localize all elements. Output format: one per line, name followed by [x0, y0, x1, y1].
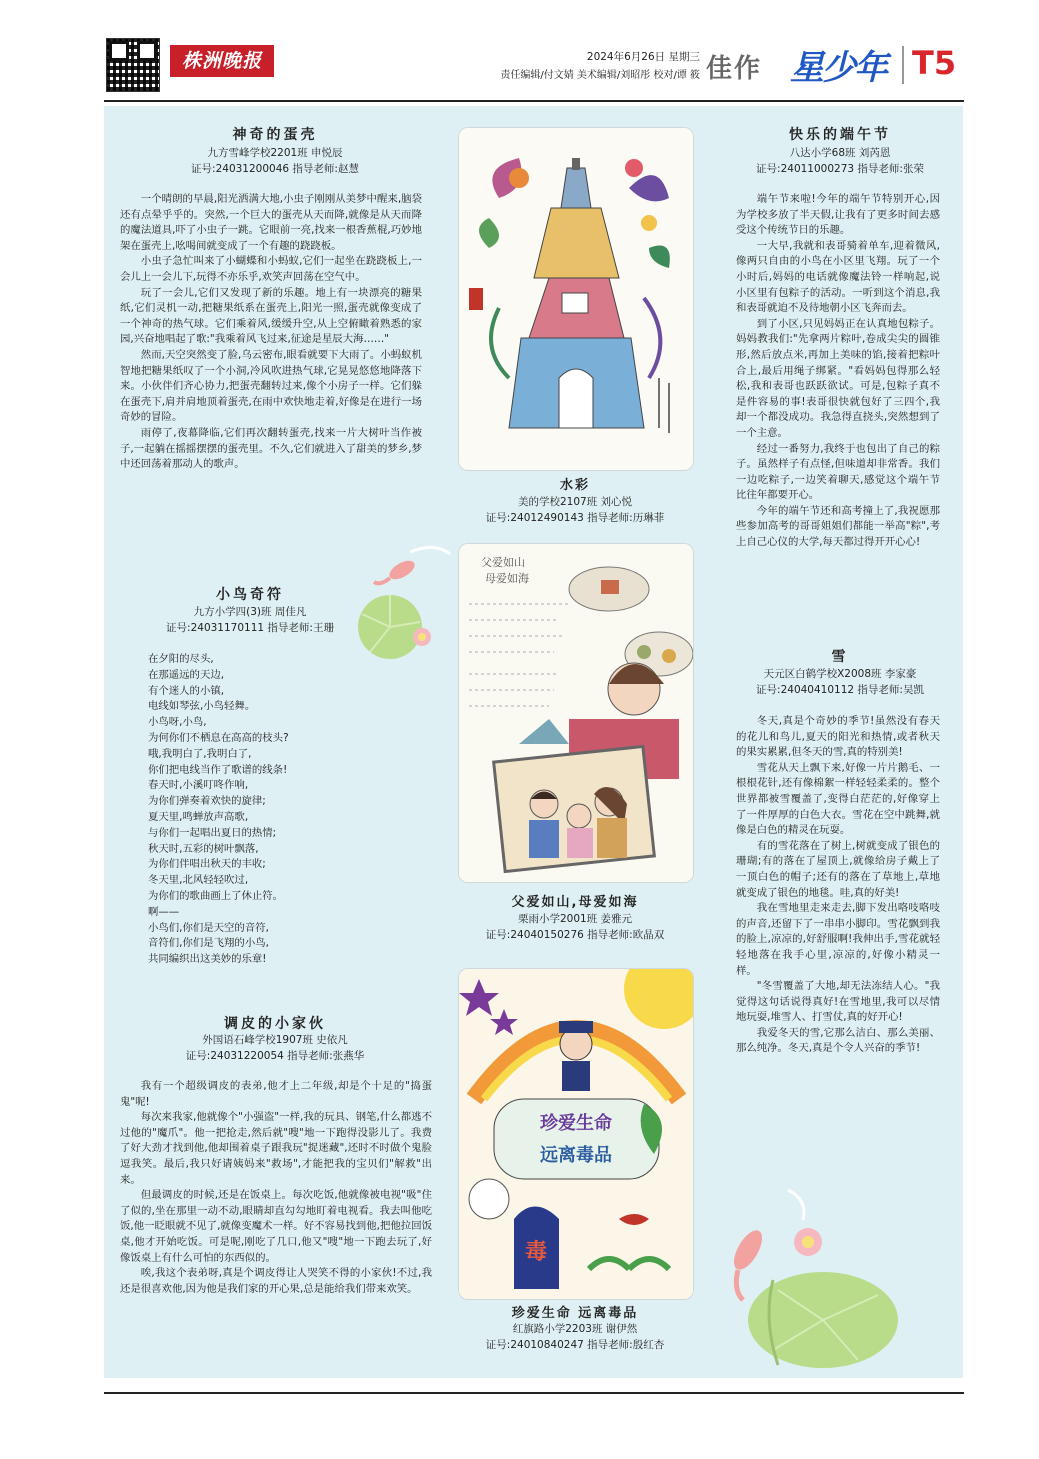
- artwork-title: 父爱如山,母爱如海: [511, 895, 639, 910]
- paragraph: 雨停了,夜幕降临,它们再次翻转蛋壳,找来一片大树叶当作被子,一起躺在摇摇摆摆的蛋壳里。不久,它们就进入了甜美的梦乡,梦中还回荡着那动人的歌声。: [120, 426, 422, 471]
- paragraph: "冬雪覆盖了大地,却无法冻结人心。"我觉得这句话说得真好!在雪地里,我可以尽情地玩耍,堆雪人、打雪仗,真的好开心!: [736, 980, 940, 1024]
- paragraph: 每次来我家,他就像个"小强盗"一样,我的玩具、钢笔,什么都逃不过他的"魔爪"。他一把抢走,然后就"嗖"地一下跑得没影儿了。我费了好大劲才找到他,他却围着桌子跟我玩"捉迷藏",还时不时做个鬼脸逗我笑。最后,我只好请姨妈来"救场",才能把我的宝贝们"解救"出来。: [120, 1111, 432, 1186]
- paragraph: 小虫子急忙叫来了小蝴蝶和小蚂蚁,它们一起坐在跷跷板上,一会儿上一会儿下,玩得不亦乐乎,欢笑声回荡在空气中。: [120, 255, 422, 283]
- poem-line: 啊——: [148, 905, 180, 918]
- poem-line: 音符们,你们是飞翔的小鸟,: [148, 937, 269, 950]
- column-logo: [790, 40, 886, 89]
- poem-line: 夏天里,鸣蝉放声高歌,: [148, 810, 249, 823]
- article-author: 天元区白鹤学校X2008班 李家豪: [763, 668, 917, 680]
- article-cert: 证号:24031220054 指导老师:张燕华: [185, 1050, 365, 1062]
- article-cert: 证号:24031200046 指导老师:赵慧: [191, 163, 359, 175]
- page-header: [0, 0, 1039, 110]
- article-body: [736, 192, 940, 551]
- paragraph: 到了小区,只见妈妈正在认真地包粽子。妈妈教我们:"先拿两片粽叶,卷成尖尖的圆锥形,然后放点米,再加上美味的馅,接着把粽叶合上,最后用绳子绑紧。"看妈妈包得那么轻松,我和表哥也跃跃欲试。可是,包粽子真不是件容易的事!表哥很快就包好了三四个,我却一个都没成功。我急得直挠头,突然想到了一个主意。: [736, 317, 940, 439]
- article-title: 神奇的蛋壳: [232, 127, 318, 143]
- poster-slogan: 珍爱生命: [540, 1113, 612, 1134]
- poem-line: 在夕阳的尽头,: [148, 653, 214, 665]
- lotus-fish-illustration: [350, 542, 455, 662]
- date-line: 2024年6月26日 星期三: [586, 51, 700, 63]
- paragraph: 我在雪地里走来走去,脚下发出咯吱咯吱的声音,还留下了一串串小脚印。雪花飘到我的脸上,凉凉的,好舒服啊!我伸出手,雪花就轻轻地落在我手心里,凉凉的,好像小精灵一样。: [736, 902, 940, 977]
- watercolor-painting: [459, 128, 693, 470]
- artwork-cert: 证号:24010840247 指导老师:殷红杏: [485, 1339, 665, 1351]
- qr-code-icon: [106, 38, 160, 92]
- article-cert: 证号:24031170111 指导老师:王珊: [166, 622, 334, 634]
- artwork-cert: 证号:24012490143 指导老师:历琳菲: [485, 512, 665, 524]
- article-author: 八达小学68班 刘芮恩: [789, 147, 891, 159]
- article-author: 九方雪峰学校2201班 申悦辰: [207, 147, 343, 159]
- paragraph: 唉,我这个表弟呀,真是个调皮得让人哭笑不得的小家伙!不过,我还是很喜欢他,因为他是我们家的开心果,总是能给我们带来欢笑。: [120, 1267, 432, 1295]
- paragraph: 经过一番努力,我终于也包出了自己的粽子。虽然样子有点怪,但味道却非常香。我们一边吃粽子,一边笑着聊天,感觉这个端午节比往年都要开心。: [736, 442, 940, 502]
- header-divider: [902, 46, 904, 84]
- poem-line: 在那遥远的天边,: [148, 668, 225, 681]
- poem-line: 冬天里,北风轻轻吹过,: [148, 874, 249, 887]
- paragraph: 但最调皮的时候,还是在饭桌上。每次吃饭,他就像被电视"吸"住了似的,坐在那里一动不动,眼睛却直勾勾地盯着电视看。我去叫他吃饭,他一眨眼就不见了,就像变魔术一样。好不容易找到他,把他拉回饭桌,他才开始吃饭。可是呢,刚吃了几口,他又"嗖"地一下跑去玩了,好像饭桌上有什么可怕的东西似的。: [120, 1189, 432, 1264]
- artwork-author: 红旗路小学2203班 谢伊然: [512, 1323, 638, 1335]
- article-cert: 证号:24040410112 指导老师:吴凯: [756, 684, 924, 696]
- paragraph: 雪花从天上飘下来,好像一片片鹅毛、一根根花针,还有像棉絮一样轻轻柔柔的。整个世界都被雪覆盖了,变得白茫茫的,好像穿上了一件厚厚的白色大衣。雪花在空中跳舞,就像是白色的精灵在玩耍。: [736, 761, 940, 837]
- lotus-fish-illustration: [718, 1180, 908, 1380]
- poem-line: 春天时,小溪叮咚作响,: [148, 779, 249, 792]
- paragraph: 我爱冬天的雪,它那么洁白、那么美丽、那么纯净。冬天,真是个令人兴奋的季节!: [736, 1026, 940, 1055]
- footer-rule: [104, 1392, 964, 1394]
- poem-line: 与你们一起唱出夏日的热情;: [148, 826, 277, 839]
- article-cert: 证号:24011000273 指导老师:张荣: [756, 163, 924, 175]
- article-title: 调皮的小家伙: [224, 1016, 326, 1032]
- article-author: 九方小学四(3)班 周佳凡: [193, 606, 307, 618]
- masthead-logo: 株洲晚报: [170, 45, 274, 77]
- poem-line: 哦,我明白了,我明白了,: [148, 747, 252, 760]
- article-title: 雪: [831, 649, 849, 665]
- artwork-anti-drug: [458, 968, 694, 1300]
- article-author: 外国语石峰学校1907班 史依凡: [202, 1034, 348, 1046]
- poem-line: 小鸟呀,小鸟,: [148, 716, 207, 729]
- paragraph: 端午节来啦!今年的端午节特别开心,因为学校多放了半天假,让我有了更多时间去感受这个传统节日的乐趣。: [736, 193, 940, 237]
- artwork-author: 栗雨小学2001班 姜雅元: [517, 913, 633, 925]
- paragraph: 玩了一会儿,它们又发现了新的乐趣。地上有一块漂亮的糖果纸,它们灵机一动,把糖果纸系在蛋壳上,阳光一照,蛋壳就像变成了一个神奇的热气球。它们乘着风,缓缓升空,从上空俯瞰着熟悉的家园,兴奋地唱起了歌:"我乘着风飞过来,征途是星辰大海……": [120, 286, 422, 346]
- poem-line: 你们把电线当作了歌谱的线条!: [148, 763, 288, 776]
- drawing-heading: 父爱如山: [481, 556, 525, 569]
- poem-line: 共同编织出这美妙的乐章!: [148, 953, 267, 966]
- article-body: [120, 192, 422, 473]
- article-body: [120, 1079, 432, 1297]
- article-body: [736, 714, 940, 1057]
- artwork-title: 水彩: [559, 478, 590, 493]
- paragraph: 有的雪花落在了树上,树就变成了银色的珊瑚;有的落在了屋顶上,就像给房子戴上了一顶白色的帽子;还有的落在了草地上,草地就变成了银色的地毯。哇,真的好美!: [736, 839, 940, 899]
- poem-line: 电线如琴弦,小鸟轻舞。: [148, 700, 256, 713]
- paragraph: 一个晴朗的早晨,阳光洒满大地,小虫子刚刚从美梦中醒来,脑袋还有点晕乎乎的。突然,一个巨大的蛋壳从天而降,就像是从天而降的魔法道具,吓了小虫子一跳。它眼前一亮,找来一根香蕉棍,巧妙地架在蛋壳上,吆喝间就变成了一个有趣的跷跷板。: [120, 193, 422, 252]
- column-logo-text: 星少年: [790, 48, 886, 88]
- poem-body: [148, 652, 398, 968]
- section-name: 佳作: [706, 54, 763, 84]
- paragraph: 冬天,真是个奇妙的季节!虽然没有春天的花儿和鸟儿,夏天的阳光和热情,或者秋天的果实累累,但冬天的雪,真的特别美!: [736, 715, 940, 759]
- poem-line: 秋天时,五彩的树叶飘落,: [148, 842, 259, 855]
- poem-line: 为你们弹奏着欢快的旋律;: [148, 795, 266, 808]
- paragraph: 一大早,我就和表哥骑着单车,迎着微风,像两只自由的小鸟在小区里飞翔。玩了一个小时后,妈妈的电话就像魔法铃一样响起,说小区里有包粽子的活动。一听到这个消息,我和表哥就迫不及待地朝小区飞奔而去。: [736, 239, 940, 315]
- article-title: 小鸟奇符: [216, 587, 284, 603]
- paragraph: 我有一个超级调皮的表弟,他才上二年级,却是个十足的"捣蛋鬼"呢!: [120, 1080, 432, 1108]
- poem-line: 为何你们不栖息在高高的枝头?: [148, 731, 289, 744]
- poster-slogan: 远离毒品: [540, 1145, 612, 1166]
- editor-credits: 责任编辑/付文婧 美术编辑/刘昭彤 校对/谭 筱: [500, 70, 700, 81]
- artwork-author: 美的学校2107班 刘心悦: [517, 496, 633, 508]
- anti-drug-poster: [459, 969, 693, 1299]
- artwork-watercolor: [458, 127, 694, 471]
- paragraph: 然而,天空突然变了脸,乌云密布,眼看就要下大雨了。小蚂蚁机智地把糖果纸叹了一个小洞,冷风吹进热气球,它晃晃悠悠地降落下来。小伙伴们齐心协力,把蛋壳翻转过来,像个小房子一样。它们躲在蛋壳下,肩并肩地顶着蛋壳,在雨中欢快地走着,好像是在进行一场奇妙的冒险。: [120, 348, 422, 424]
- artwork-title: 珍爱生命 远离毒品: [511, 1306, 639, 1321]
- family-drawing: [459, 544, 693, 882]
- poem-line: 小鸟们,你们是天空的音符,: [148, 921, 269, 934]
- artwork-cert: 证号:24040150276 指导老师:欧晶双: [485, 929, 665, 941]
- poem-line: 为你们的歌曲画上了休止符。: [148, 889, 284, 902]
- poem-line: 为你们伴唱出秋天的丰收;: [148, 858, 266, 871]
- poem-line: 有个迷人的小镇,: [148, 684, 225, 697]
- drawing-heading: 母爱如海: [485, 572, 529, 585]
- page-number: T5: [912, 44, 957, 82]
- artwork-family: [458, 543, 694, 883]
- article-title: 快乐的端午节: [789, 127, 891, 143]
- poster-character: 毒: [524, 1240, 548, 1265]
- paragraph: 今年的端午节还和高考撞上了,我祝愿那些参加高考的哥哥姐姐们都能一举高"粽",考上自己心仪的大学,每天都过得开开心心!: [736, 504, 940, 549]
- header-rule: [104, 100, 964, 102]
